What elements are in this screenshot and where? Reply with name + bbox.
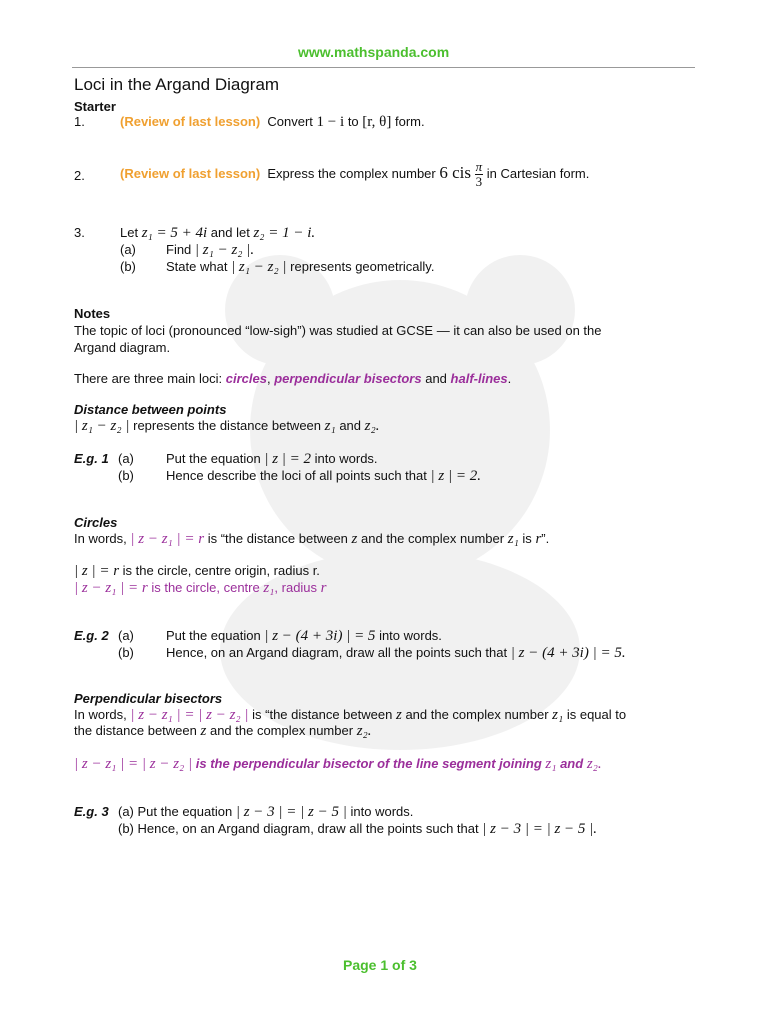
q1-expr: 1 − i bbox=[316, 114, 345, 130]
panda-watermark-icon bbox=[190, 230, 610, 750]
circles-heading: Circles bbox=[74, 515, 118, 530]
loci-circles: circles bbox=[225, 371, 267, 386]
q3-part-b: (b) State what | z₁ − z₂ | represents geometrically. bbox=[120, 259, 435, 275]
eg1-part-b: (b) Hence describe the loci of all points such that | z | = 2. bbox=[118, 468, 481, 484]
circles-line-3: | z − z₁ | = r is the circle, centre z₁, radius r bbox=[74, 580, 327, 596]
q1-text-a: Convert bbox=[267, 114, 313, 129]
q2-fraction: $\frac{\pi}{3}$ bbox=[475, 159, 483, 189]
circles-line-2: | z | = r is the circle, centre origin, radius r. bbox=[74, 563, 320, 579]
eg1-part-a: E.g. 1 (a) Put the equation | z | = 2 into words. bbox=[74, 451, 378, 467]
starter-heading: Starter bbox=[74, 99, 116, 114]
q2-expr: 6 cis bbox=[439, 162, 472, 182]
q2-text-a: Express the complex number bbox=[267, 165, 436, 181]
page-title: Loci in the Argand Diagram bbox=[74, 75, 280, 94]
q3-a-expr: | z₁ − z₂ |. bbox=[194, 242, 255, 258]
q1-tag: (Review of last lesson) bbox=[120, 114, 261, 129]
eg2-label: E.g. 2 bbox=[74, 628, 109, 643]
site-link[interactable]: www.mathspanda.com bbox=[298, 44, 450, 60]
notes-para-2: There are three main loci: circles, perpendicular bisectors and half-lines. bbox=[74, 371, 512, 386]
eg3-part-b: (b) Hence, on an Argand diagram, draw all the points such that | z − 3 | = | z − 5 |. bbox=[118, 821, 598, 837]
notes-heading: Notes bbox=[74, 306, 111, 321]
distance-line: | z₁ − z₂ | represents the distance between z₁ and z₂. bbox=[74, 418, 380, 434]
question-2 bbox=[74, 159, 590, 189]
q3-part-a: (a) Find | z₁ − z₂ |. bbox=[120, 242, 255, 258]
q1-text-c: form. bbox=[394, 114, 425, 129]
notes-para-1-line-2: Argand diagram. bbox=[74, 340, 171, 355]
q3-z1: z₁ = 5 + 4i bbox=[141, 225, 208, 241]
bisectors-line-1: In words, | z − z₁ | = | z − z₂ | is “the distance between z and the complex number z₁ is equal to bbox=[74, 707, 627, 723]
notes-para-1-line-1: The topic of loci (pronounced “low-sigh”) was studied at GCSE — it can also be used on the bbox=[74, 323, 602, 338]
circles-line-1: In words, | z − z₁ | = r is “the distance between z and the complex number z₁ is r”. bbox=[74, 531, 550, 547]
bisectors-line-2: the distance between z and the complex number z₂. bbox=[74, 723, 372, 739]
question-1 bbox=[74, 114, 425, 130]
q2-number: 2. bbox=[74, 168, 85, 183]
q3-text-a: Let bbox=[120, 225, 139, 240]
loci-bisectors: perpendicular bisectors bbox=[274, 371, 422, 386]
q3-number: 3. bbox=[74, 225, 85, 240]
distance-heading: Distance between points bbox=[74, 402, 227, 417]
eg3-part-a: E.g. 3 (a) Put the equation | z − 3 | = | z − 5 | into words. bbox=[74, 804, 414, 820]
q1-form: [r, θ] bbox=[362, 114, 392, 130]
eg1-label: E.g. 1 bbox=[74, 451, 109, 466]
q1-text-b: to bbox=[347, 114, 359, 129]
bisectors-heading: Perpendicular bisectors bbox=[74, 691, 223, 706]
question-3 bbox=[74, 225, 316, 241]
eg2-part-b: (b) Hence, on an Argand diagram, draw all the points such that | z − (4 + 3i) | = 5. bbox=[118, 645, 626, 661]
eg3-label: E.g. 3 bbox=[74, 804, 109, 819]
bisectors-line-3: | z − z₁ | = | z − z₂ | is the perpendicular bisector of the line segment joining z₁ and z₂. bbox=[74, 756, 602, 772]
header-divider bbox=[72, 67, 695, 68]
q3-z2: z₂ = 1 − i. bbox=[253, 225, 316, 241]
q1-number: 1. bbox=[74, 114, 85, 129]
q2-tag: (Review of last lesson) bbox=[120, 165, 261, 181]
q2-text-b: in Cartesian form. bbox=[486, 165, 590, 181]
q3-b-expr: | z₁ − z₂ | bbox=[231, 259, 287, 275]
q3-text-b: and let bbox=[210, 225, 250, 240]
eg2-part-a: E.g. 2 (a) Put the equation | z − (4 + 3i) | = 5 into words. bbox=[74, 628, 442, 644]
page-number: Page 1 of 3 bbox=[343, 957, 417, 973]
loci-half-lines: half-lines bbox=[450, 371, 508, 386]
